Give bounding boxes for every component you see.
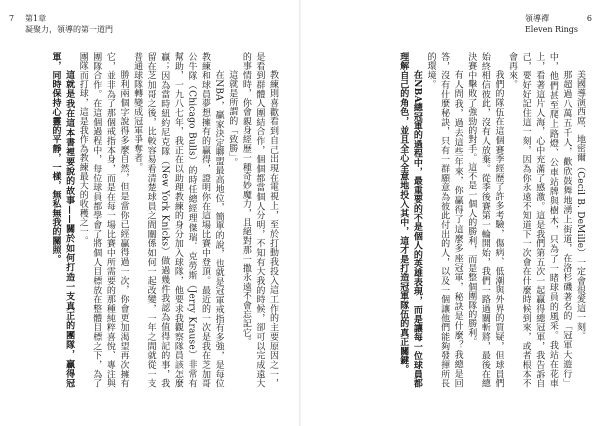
right-page-number: 6 — [586, 14, 592, 23]
right-page — [301, 0, 600, 426]
left-running-head — [25, 13, 113, 35]
paragraph: 那超過八萬五千人，歡欣鼓舞地湧上街道，在洛杉磯著名的「冠軍大遊行」中，他們甚至爬上路燈、公車站牌與樹木，只為了一睹球員的風采。我站在花車上，看著這片人海，心中充滿了感激。這是我們第五次一起贏得總冠軍，我告訴自己，要好好記住這一刻，因為你永遠不知道下一次會在什麼時候到來，或者根本不會再來。 — [507, 52, 572, 388]
right-running-head-subtitle: Eleven Rings — [524, 25, 578, 34]
paragraph: 在NBA，贏家決定聯盟最高地位，簡單的說，也就是冠軍戒指有多強，是每位教練和球員夢想擁有的贏得，證明你在這場比賽中登頂。最近的一次是我在芝加哥公牛隊（Chicago Bulls）的時任總經理傑瑞．克勞斯（Jerry Krause）非常有幫助，一九八七年，我正在以助理教練的身分加入球隊，他要求我觀察隊員該怎麼贏；因為當時紐約尼克隊（New York Knicks）做過幾件我認為值得記的事，我留在芝加哥之後，比較容易看清楚球員之間關係如何一起改變，一年之間就從一支普通球隊轉變成冠軍爭奪者。 — [132, 52, 224, 388]
right-running-head — [525, 13, 578, 35]
paragraph: 在NBA總冠軍的過程中，最重要的不是個人的英雄表現，而是讓每一位球員都理解自己的角色，並且全心全意地投入其中，這才是打造冠軍隊伍的真正關鍵。 — [398, 52, 422, 388]
left-running-head-chapter: 第1章 — [25, 14, 47, 23]
left-page-number: 7 — [9, 14, 15, 23]
paragraph: 這就是我在這本書裡要說的故事——關於如何打造一支真正的團隊，贏得冠軍，同時保持心靈的平靜，一樣，無私無我的關照。 — [50, 52, 75, 388]
paragraph: 這就是所謂的「致勝」。 — [227, 70, 238, 167]
paragraph: 有人問我，過去這些年來，你贏得了這麼多座冠軍，秘訣是什麼？我總是回答，沒有什麼秘訣，只有一群願意為彼此付出的人，以及一個讓他們能夠發揮所長的環境。 — [425, 52, 463, 388]
paragraph: 勝利兩個字說得多麼自然，但是當你已經贏得過一次，你會更加渴望再次擁有它，並非為了那個戒指本身，而是在每一場比賽中所需要的那種純粹喜悅、專注與團隊合作。在這個過程中，每位球員都學會了將個人目標放在整體目標之下，為了團隊而打球，這是我作為教練最大的收穫之一。 — [77, 52, 129, 388]
left-page — [0, 0, 299, 426]
right-page-body — [316, 52, 586, 388]
paragraph: 教練則喜歡看到自己出現在電視上，至於打動我投入這工作的主要原因之一，是看到群體人團結合作，個個都當個人分明，不知有大我的時候，卻可以完成遠大的事情時，你會親身經歷一種奇妙魔力，且絕對那一撒永遠不會忘記它。 — [240, 52, 278, 388]
right-running-head-book: 領導禪 — [524, 14, 549, 23]
paragraph: 我們的隊伍在這個賽季經歷了許多考驗，傷病、低潮與外界的質疑，但球員們始終相信彼此，沒有人放棄。從季後賽第一輪開始，我們一路過關斬將，最後在總決賽中擊敗了強勁的對手。這不是一個人的勝利，而是整個團隊的勝利。 — [466, 52, 504, 388]
left-page-body — [9, 52, 279, 388]
paragraph: 美國導演西席．地密爾（Cecil B. DeMille）一定會很愛這一刻。 — [575, 70, 585, 341]
left-running-head-title: 凝聚力，領導的第一道門 — [25, 25, 113, 34]
